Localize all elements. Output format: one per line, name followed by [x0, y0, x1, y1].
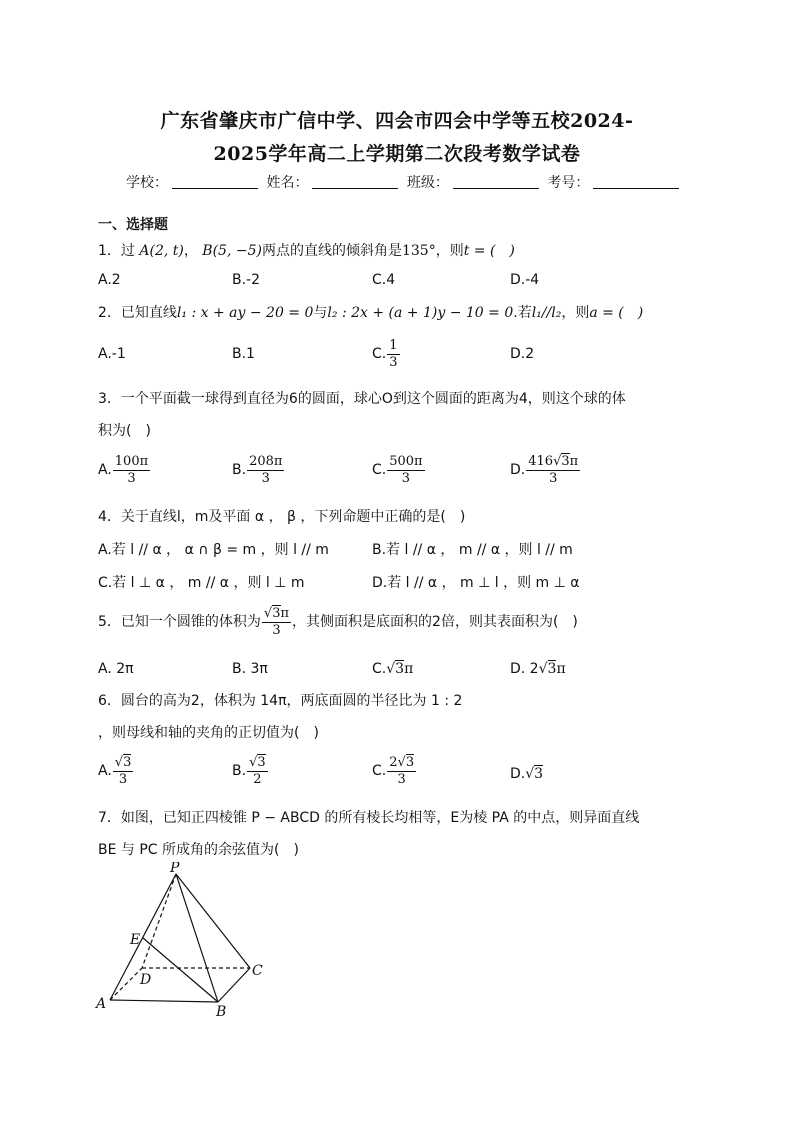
section-title: 一、选择题 — [98, 217, 168, 233]
q5-c-label: C. — [372, 661, 387, 677]
q3-option-d[interactable] — [510, 454, 581, 486]
q3-option-a[interactable] — [98, 454, 151, 486]
edge-PB — [176, 874, 218, 1002]
q5-den: 3 — [272, 622, 281, 638]
q3-c-label: C. — [372, 462, 387, 479]
q2-answer: a = ( ) — [589, 305, 644, 321]
q5-post: ，其侧面积是底面积的2倍，则其表面积为( ) — [292, 614, 578, 631]
class-blank[interactable] — [453, 176, 539, 189]
q1-option-d[interactable]: D.-4 — [510, 272, 540, 288]
q2-yu: 与 — [313, 305, 328, 321]
q5-c-pi: π — [404, 661, 414, 677]
q1-option-a[interactable]: A.2 — [98, 272, 121, 288]
question-3-line2: 积为( ) — [98, 423, 151, 439]
q1-sep: ， — [183, 243, 198, 259]
q2-line2: l₂ : 2x + (a + 1)y − 10 = 0 — [327, 305, 514, 321]
sqrt-symbol: √3 — [553, 454, 570, 469]
question-5 — [98, 606, 578, 638]
q5-pre: 5．已知一个圆锥的体积为 — [98, 614, 261, 631]
q3-d-fraction — [526, 454, 580, 486]
q1-text: 两点的直线的倾斜角是 — [261, 243, 402, 259]
label-D: D — [140, 972, 152, 988]
q5-pi: π — [280, 606, 290, 621]
label-C: C — [252, 963, 263, 979]
q5-rad: 3 — [272, 606, 281, 621]
q3-a-label: A. — [98, 462, 112, 479]
name-blank[interactable] — [312, 176, 398, 189]
sqrt-symbol: √3 — [525, 766, 544, 782]
q6-a-label: A. — [98, 763, 112, 780]
number-label: 考号： — [547, 175, 590, 191]
q3-d-label: D. — [510, 462, 526, 479]
question-6-line1: 6．圆台的高为2，体积为 14π，两底面圆的半径比为 1 : 2 — [98, 693, 463, 709]
label-P: P — [170, 862, 180, 876]
exam-title-line2: 2025学年高二上学期第二次段考数学试卷 — [213, 143, 581, 165]
q2-line1: l₁ : x + ay − 20 = 0 — [176, 305, 314, 321]
q6-a-den: 3 — [118, 771, 128, 787]
sqrt-symbol: √3 — [397, 755, 415, 770]
q6-a-rad: 3 — [123, 755, 132, 770]
q3-d-den: 3 — [549, 470, 558, 486]
q6-a-num — [113, 755, 134, 772]
label-A: A — [96, 996, 107, 1012]
q2-c-den: 3 — [389, 354, 398, 370]
class-label: 班级： — [406, 175, 449, 191]
q6-d-rad: 3 — [534, 766, 544, 782]
edge-PC — [176, 874, 250, 968]
q1-num: 1．过 — [98, 243, 135, 259]
q2-option-d[interactable]: D.2 — [510, 346, 535, 362]
school-label: 学校： — [126, 175, 168, 191]
question-3-line1: 3．一个平面截一球得到直径为6的圆面，球心O到这个圆面的距离为4，则这个球的体 — [98, 391, 626, 407]
q6-c-den: 3 — [397, 771, 406, 787]
q3-b-den: 3 — [261, 470, 270, 486]
q6-option-c[interactable] — [372, 755, 417, 787]
number-blank[interactable] — [593, 176, 679, 189]
q1-angle: 135° — [401, 243, 436, 259]
student-info-row — [126, 172, 683, 192]
q1-point-a: A(2, t) — [139, 243, 184, 259]
q1-option-b[interactable]: B.-2 — [232, 272, 261, 288]
q4-option-a[interactable]: A.若 l // α ， α ∩ β = m ，则 l // m — [98, 542, 329, 558]
q2-option-a[interactable]: A.-1 — [98, 346, 126, 362]
q3-b-label: B. — [232, 462, 247, 479]
question-7-line1: 7．如图，已知正四棱锥 P − ABCD 的所有棱长均相等，E为棱 PA 的中点，则异面直线 — [98, 810, 640, 826]
q1-answer: t = ( ) — [463, 243, 515, 259]
q3-c-den: 3 — [401, 470, 411, 486]
q3-a-num: 100π — [114, 454, 149, 469]
q6-a-fraction — [113, 755, 134, 787]
edge-BE — [143, 938, 218, 1002]
sqrt-symbol: √3 — [263, 606, 281, 621]
q2-c-num: 1 — [389, 338, 398, 353]
q4-option-d[interactable]: D.若 l // α ， m ⊥ l ，则 m ⊥ α — [372, 575, 580, 591]
question-1 — [98, 240, 515, 260]
q3-c-num: 500π — [389, 454, 423, 469]
exam-title-line1: 广东省肇庆市广信中学、四会市四会中学等五校2024- — [160, 110, 634, 132]
q5-option-b[interactable]: B. 3π — [232, 661, 268, 677]
q2-parallel: l₁//l₂ — [531, 305, 562, 321]
q5-option-c[interactable] — [372, 661, 413, 677]
school-blank[interactable] — [172, 176, 258, 189]
q2-option-c[interactable] — [372, 338, 401, 370]
q6-option-a[interactable] — [98, 755, 134, 787]
q5-option-a[interactable]: A. 2π — [98, 661, 134, 677]
q6-b-rad: 3 — [257, 755, 266, 770]
q6-c-coef: 2 — [389, 755, 398, 770]
q6-c-rad: 3 — [405, 755, 415, 770]
q2-text2: ，则 — [561, 305, 590, 321]
q3-d-pi: π — [569, 454, 579, 469]
pyramid-figure — [90, 862, 280, 1022]
q3-d-coef: 416 — [528, 454, 554, 469]
label-E: E — [130, 932, 141, 948]
q6-b-fraction — [247, 755, 268, 787]
q5-d-pi: π — [556, 661, 566, 677]
q3-a-den: 3 — [127, 470, 136, 486]
q6-option-b[interactable] — [232, 755, 269, 787]
q6-c-fraction — [387, 755, 416, 787]
q6-b-num — [247, 755, 268, 772]
q1-text2: ，则 — [435, 243, 464, 259]
q3-c-fraction — [387, 454, 424, 486]
question-6-line2: ，则母线和轴的夹角的正切值为( ) — [98, 725, 319, 741]
question-2 — [98, 302, 643, 322]
q5-c-rad: 3 — [395, 661, 405, 677]
q5-option-d[interactable] — [510, 661, 566, 677]
sqrt-symbol: √3 — [114, 755, 132, 770]
q6-b-den: 2 — [253, 771, 262, 787]
q6-d-label: D. — [510, 766, 526, 782]
sqrt-symbol: √3 — [249, 755, 266, 770]
q1-point-b: B(5, −5) — [202, 243, 262, 259]
q4-option-b[interactable]: B.若 l // α ， m // α ，则 l // m — [372, 542, 573, 558]
question-4: 4．关于直线l，m及平面 α ， β ，下列命题中正确的是( ) — [98, 509, 466, 525]
edge-AD — [110, 968, 142, 1000]
edge-BC — [218, 968, 250, 1002]
q6-option-d[interactable] — [510, 766, 543, 782]
question-7-line2: BE 与 PC 所成角的余弦值为( ) — [98, 842, 299, 858]
q2-option-c-label: C. — [372, 346, 387, 363]
q3-a-fraction — [113, 454, 150, 486]
q3-b-num: 208π — [249, 454, 283, 469]
q6-c-label: C. — [372, 763, 387, 780]
q3-option-b[interactable] — [232, 454, 285, 486]
sqrt-symbol: √3 — [386, 661, 405, 677]
q5-volume-fraction — [262, 606, 291, 638]
name-label: 姓名： — [266, 175, 309, 191]
q3-d-rad: 3 — [561, 454, 570, 469]
q3-option-c[interactable] — [372, 454, 426, 486]
q2-text: .若 — [513, 305, 532, 321]
q6-c-num — [387, 755, 416, 772]
q2-option-b[interactable]: B.1 — [232, 346, 255, 362]
label-B: B — [216, 1004, 227, 1020]
q2-num: 2．已知直线 — [98, 305, 177, 321]
q4-option-c[interactable]: C.若 l ⊥ α ， m // α ，则 l ⊥ m — [98, 575, 305, 591]
q5-d-label: D. 2 — [510, 661, 539, 677]
sqrt-symbol: √3 — [538, 661, 557, 677]
q3-d-num — [526, 454, 580, 471]
edge-PD — [142, 874, 176, 968]
q3-b-fraction — [247, 454, 284, 486]
q5-d-rad: 3 — [547, 661, 557, 677]
edge-AB — [110, 1000, 218, 1002]
q6-b-label: B. — [232, 763, 247, 780]
q2-option-c-fraction — [387, 338, 399, 370]
q1-option-c[interactable]: C.4 — [372, 272, 396, 288]
q5-num — [262, 606, 291, 623]
